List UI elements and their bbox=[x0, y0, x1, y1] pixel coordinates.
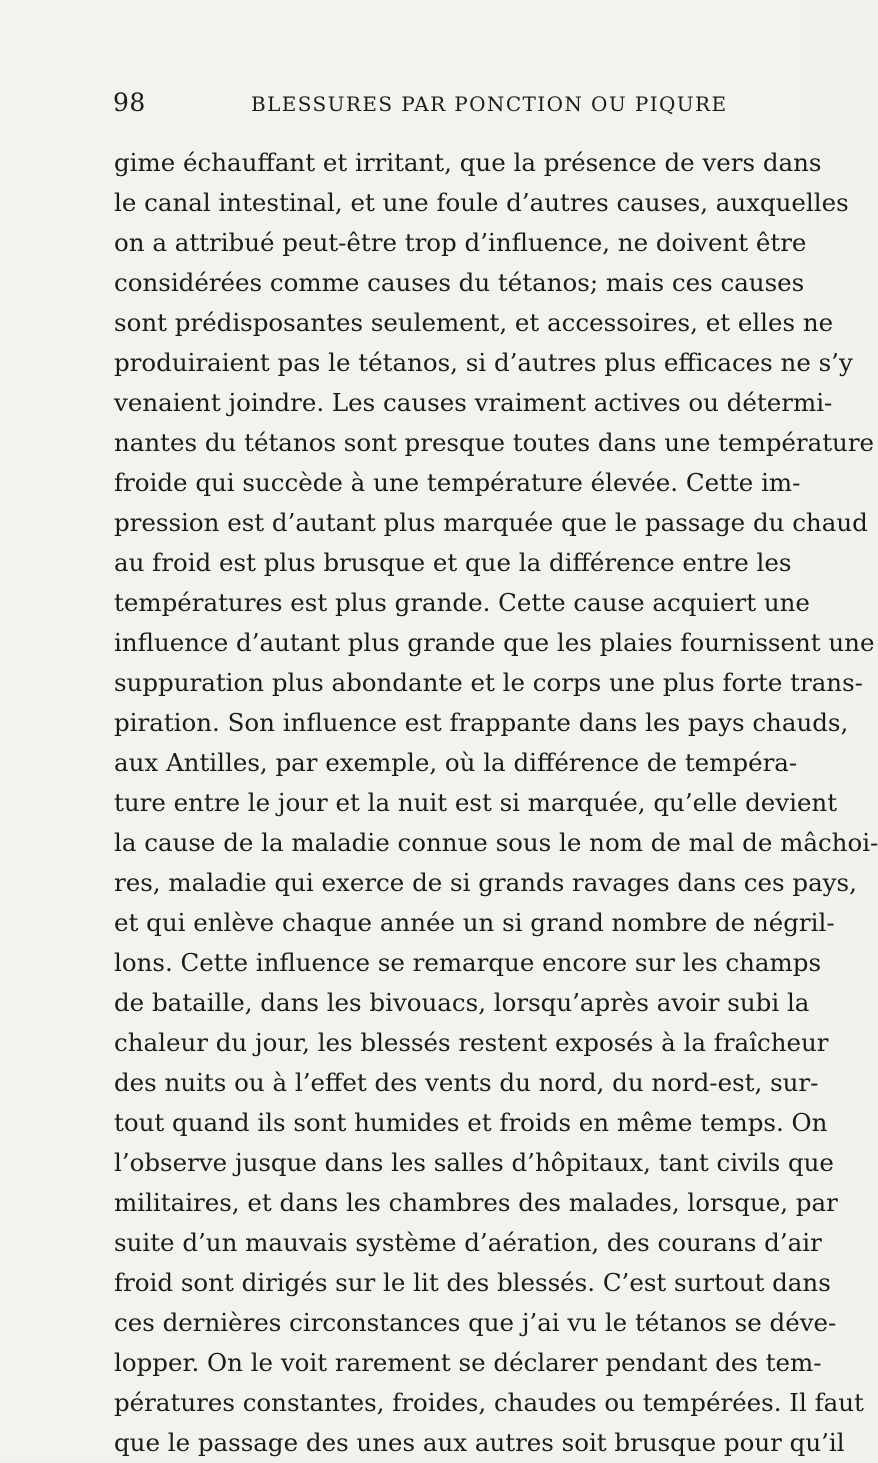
text-line: ces dernières circonstances que j’ai vu le tétanos se déve- bbox=[114, 1308, 837, 1337]
text-line: gime échauffant et irritant, que la présence de vers dans bbox=[114, 148, 822, 177]
text-line: ture entre le jour et la nuit est si marquée, qu’elle devient bbox=[114, 788, 838, 817]
text-line: suite d’un mauvais système d’aération, des courans d’air bbox=[114, 1228, 822, 1257]
text-line: nantes du tétanos sont presque toutes dans une température bbox=[114, 428, 875, 457]
text-line: lons. Cette influence se remarque encore sur les champs bbox=[114, 948, 822, 977]
running-title: BLESSURES PAR PONCTION OU PIQURE bbox=[251, 92, 728, 116]
text-line: l’observe jusque dans les salles d’hôpitaux, tant civils que bbox=[114, 1148, 834, 1177]
text-line: aux Antilles, par exemple, où la différence de tempéra- bbox=[114, 748, 798, 777]
text-line: on a attribué peut-être trop d’influence, ne doivent être bbox=[114, 228, 807, 257]
text-line: piration. Son influence est frappante dans les pays chauds, bbox=[114, 708, 849, 737]
text-line: sont prédisposantes seulement, et accessoires, et elles ne bbox=[114, 308, 834, 337]
text-line: le canal intestinal, et une foule d’autres causes, auxquelles bbox=[114, 188, 849, 217]
text-line: tout quand ils sont humides et froids en même temps. On bbox=[114, 1108, 828, 1137]
page-number: 98 bbox=[113, 88, 146, 117]
text-line: froide qui succède à une température élevée. Cette im- bbox=[114, 468, 801, 497]
text-line: influence d’autant plus grande que les plaies fournissent une bbox=[114, 628, 875, 657]
text-line: suppuration plus abondante et le corps une plus forte trans- bbox=[114, 668, 863, 697]
text-line: la cause de la maladie connue sous le nom de mal de mâchoi- bbox=[114, 828, 878, 857]
text-line: des nuits ou à l’effet des vents du nord, du nord-est, sur- bbox=[114, 1068, 819, 1097]
body-text bbox=[114, 143, 878, 1457]
text-line: pression est d’autant plus marquée que le passage du chaud bbox=[114, 508, 868, 537]
text-line: pératures constantes, froides, chaudes ou tempérées. Il faut bbox=[114, 1388, 864, 1417]
text-line: venaient joindre. Les causes vraiment actives ou détermi- bbox=[114, 388, 833, 417]
text-line: considérées comme causes du tétanos; mais ces causes bbox=[114, 268, 805, 297]
text-line: chaleur du jour, les blessés restent exposés à la fraîcheur bbox=[114, 1028, 829, 1057]
text-line: res, maladie qui exerce de si grands ravages dans ces pays, bbox=[114, 868, 857, 897]
text-line: que le passage des unes aux autres soit brusque pour qu’il bbox=[114, 1428, 845, 1457]
text-line: froid sont dirigés sur le lit des blessés. C’est surtout dans bbox=[114, 1268, 831, 1297]
page-header bbox=[113, 88, 728, 120]
text-line: lopper. On le voit rarement se déclarer pendant des tem- bbox=[114, 1348, 822, 1377]
text-line: de bataille, dans les bivouacs, lorsqu’après avoir subi la bbox=[114, 988, 810, 1017]
text-line: au froid est plus brusque et que la différence entre les bbox=[114, 548, 792, 577]
text-line: produiraient pas le tétanos, si d’autres plus efficaces ne s’y bbox=[114, 348, 853, 377]
text-line: et qui enlève chaque année un si grand nombre de négril- bbox=[114, 908, 835, 937]
text-line: militaires, et dans les chambres des malades, lorsque, par bbox=[114, 1188, 838, 1217]
text-line: températures est plus grande. Cette cause acquiert une bbox=[114, 588, 810, 617]
